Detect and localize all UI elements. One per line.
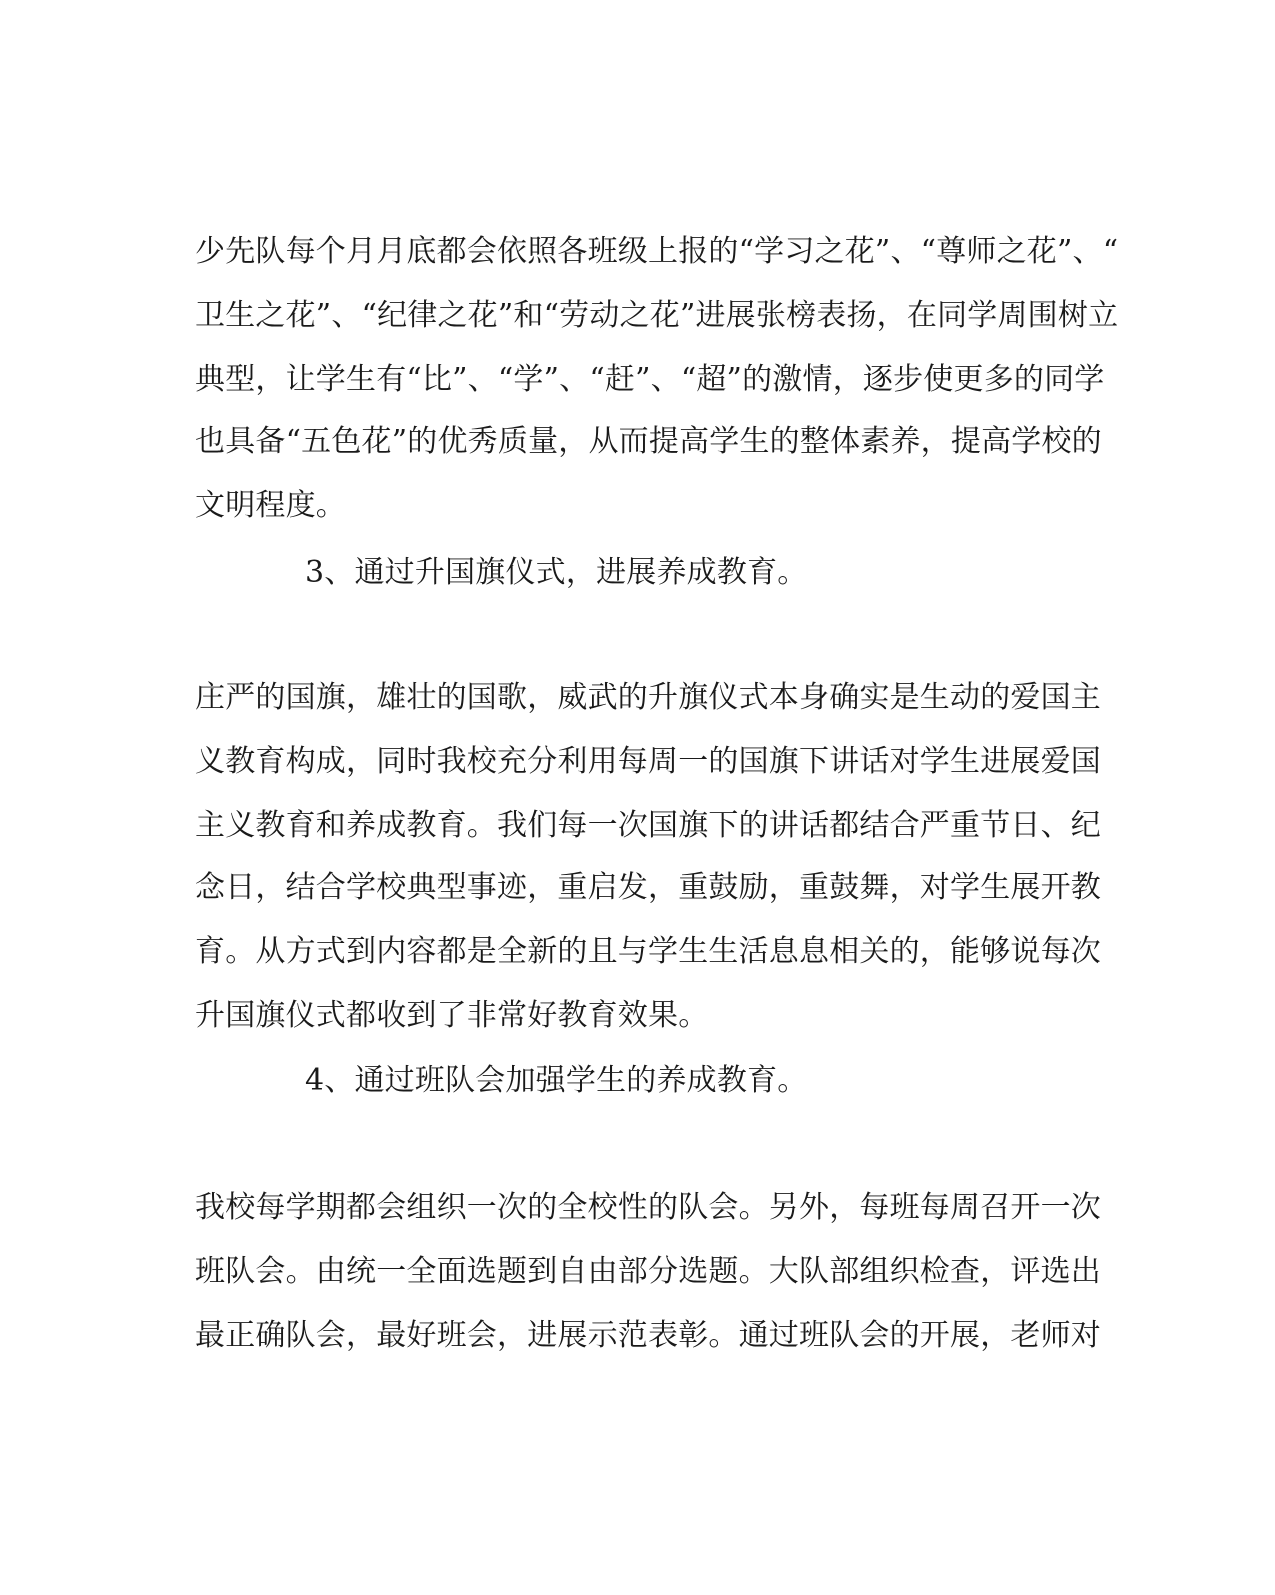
paragraph-line: 育。从方式到内容都是全新的且与学生生活息息相关的，能够说每次: [195, 934, 1101, 969]
paragraph-line: 我校每学期都会组织一次的全校性的队会。另外，每班每周召开一次: [195, 1190, 1101, 1225]
paragraph-line: 班队会。由统一全面选题到自由部分选题。大队部组织检查，评选出: [195, 1254, 1101, 1289]
paragraph-line: 典型，让学生有“比”、“学”、“赶”、“超”的激情，逐步使更多的同学: [195, 362, 1105, 397]
paragraph-line: 卫生之花”、“纪律之花”和“劳动之花”进展张榜表扬，在同学周围树立: [195, 298, 1119, 333]
paragraph-line: 少先队每个月月底都会依照各班级上报的“学习之花”、“尊师之花”、“: [195, 234, 1119, 269]
paragraph-line: 最正确队会，最好班会，进展示范表彰。通过班队会的开展，老师对: [195, 1318, 1101, 1353]
section-heading: 4、通过班队会加强学生的养成教育。: [305, 1063, 808, 1098]
paragraph-line: 念日，结合学校典型事迹，重启发，重鼓励，重鼓舞，对学生展开教: [195, 870, 1101, 905]
paragraph-line: 也具备“五色花”的优秀质量，从而提高学生的整体素养，提高学校的: [195, 424, 1102, 459]
paragraph-line: 文明程度。: [195, 488, 346, 523]
paragraph-line: 升国旗仪式都收到了非常好教育效果。: [195, 998, 709, 1033]
paragraph-line: 庄严的国旗，雄壮的国歌，威武的升旗仪式本身确实是生动的爱国主: [195, 680, 1101, 715]
section-heading: 3、通过升国旗仪式，进展养成教育。: [305, 555, 808, 590]
paragraph-line: 主义教育和养成教育。我们每一次国旗下的讲话都结合严重节日、纪: [195, 808, 1101, 843]
paragraph-line: 义教育构成，同时我校充分利用每周一的国旗下讲话对学生进展爱国: [195, 744, 1101, 779]
